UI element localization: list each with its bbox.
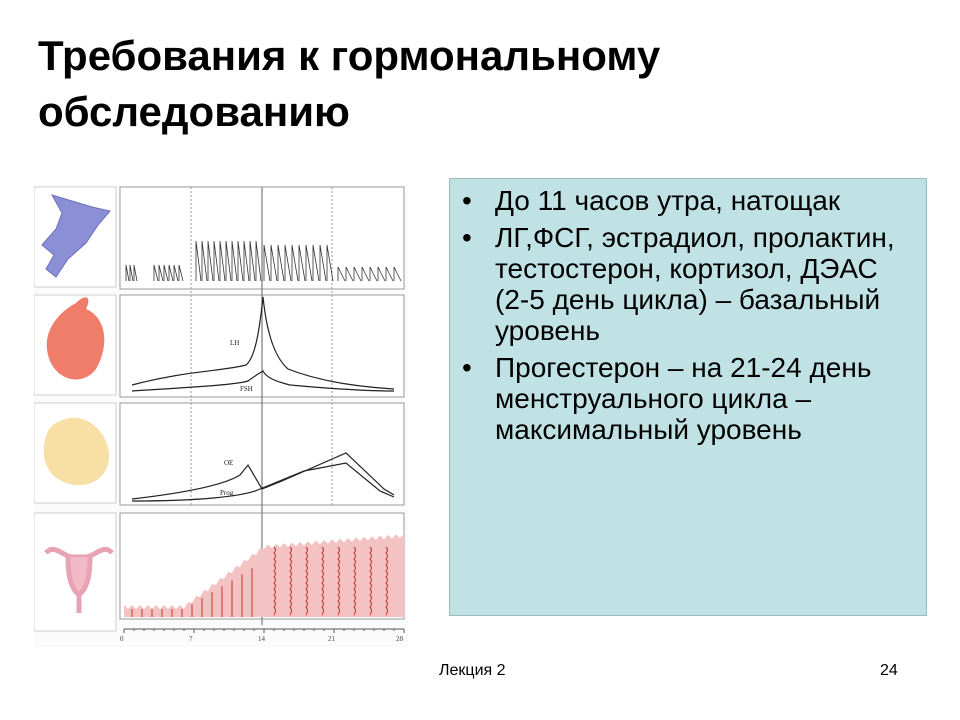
day-tick-14: 14 bbox=[258, 635, 265, 643]
bullet-icon: • bbox=[462, 185, 472, 216]
bullet-icon: • bbox=[462, 352, 472, 383]
list-item-text: ЛГ,ФСГ, эстрадиол, пролактин, тестостерон, кортизол, ДЭАС (2-5 день цикла) – базальный уровень bbox=[495, 222, 895, 346]
list-item-text: Прогестерон – на 21-24 день менструального цикла – максимальный уровень bbox=[495, 352, 872, 445]
slide-title: Требования к гормональному обследованию bbox=[38, 32, 661, 135]
requirements-list bbox=[450, 179, 926, 445]
day-tick-7: 7 bbox=[189, 635, 193, 643]
menstrual-cycle-figure bbox=[34, 185, 408, 647]
list-item-text: До 11 часов утра, натощак bbox=[495, 185, 841, 216]
lh-label: LH bbox=[230, 339, 240, 347]
requirements-box bbox=[449, 178, 927, 616]
day-tick-0: 0 bbox=[120, 635, 124, 643]
bullet-icon: • bbox=[462, 222, 472, 253]
list-item bbox=[462, 352, 914, 445]
fsh-label: FSH bbox=[240, 385, 253, 393]
oe-label: OE bbox=[224, 459, 234, 467]
list-item bbox=[462, 185, 914, 216]
footer-lecture: Лекция 2 bbox=[439, 662, 506, 679]
prog-label: Prog bbox=[220, 489, 234, 497]
day-tick-28: 28 bbox=[396, 635, 403, 643]
day-tick-21: 21 bbox=[328, 635, 335, 643]
list-item bbox=[462, 222, 914, 346]
footer-page-number: 24 bbox=[880, 662, 898, 679]
